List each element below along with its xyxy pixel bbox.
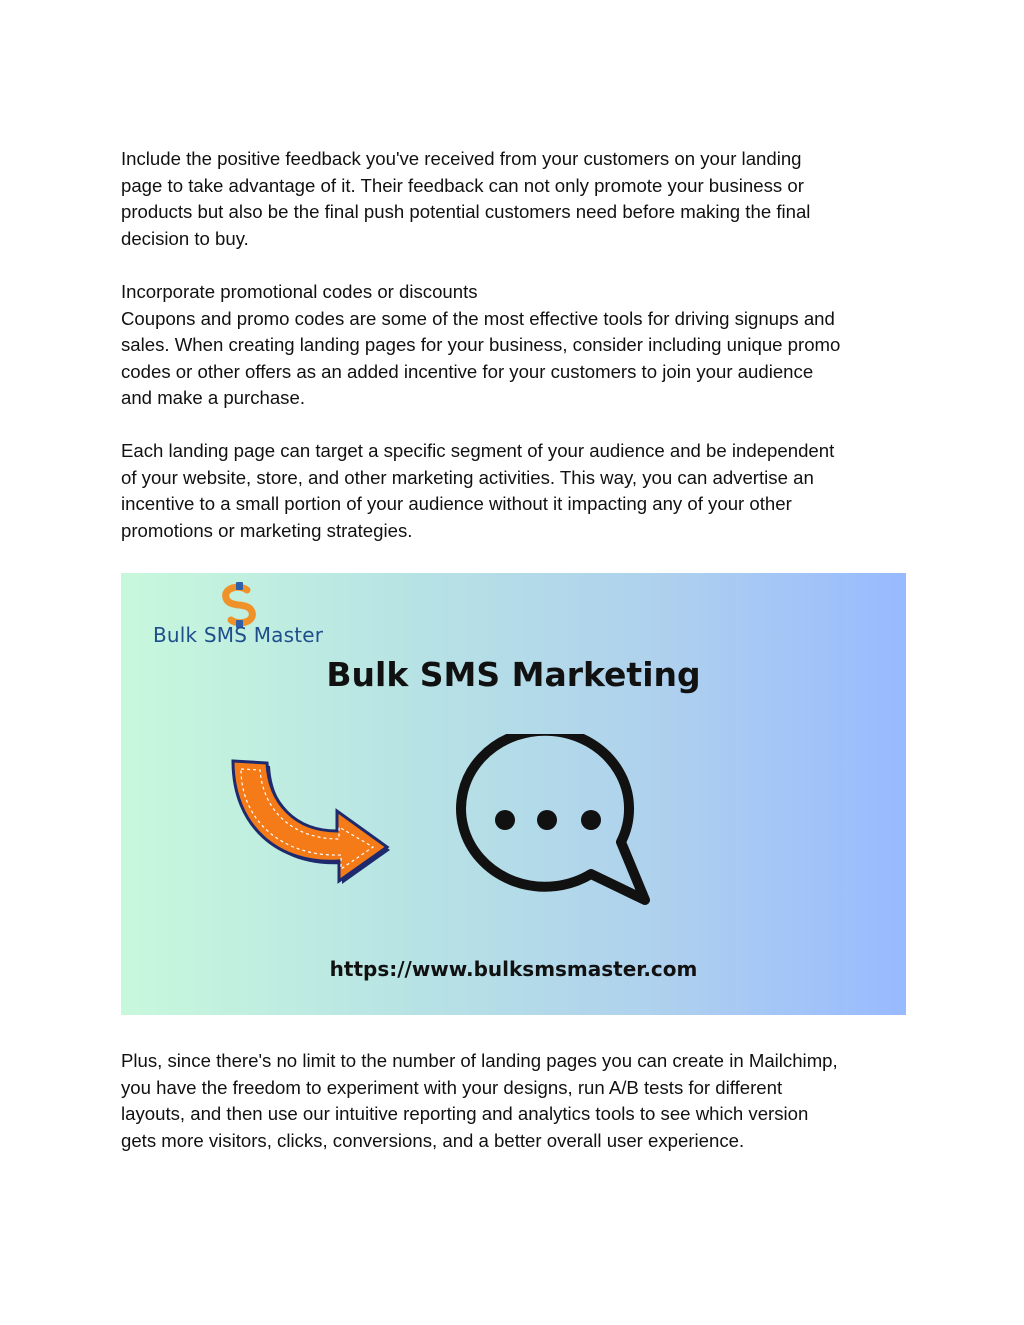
text-line: you have the freedom to experiment with your designs, run A/B tests for different	[121, 1076, 783, 1098]
text-line: of your website, store, and other marketing activities. This way, you can advertise an	[121, 466, 814, 488]
paragraph-feedback	[121, 146, 911, 252]
section-heading: Incorporate promotional codes or discounts	[121, 281, 478, 302]
text-line: sales. When creating landing pages for your business, consider including unique promo	[121, 334, 841, 356]
text-line: incentive to a small portion of your audience without it impacting any of your other	[121, 493, 792, 515]
text-line: Plus, since there's no limit to the number of landing pages you can create in Mailchimp,	[121, 1050, 838, 1071]
text-line: codes or other offers as an added incentive for your customers to join your audience	[121, 360, 814, 382]
special-offer-arrow-icon	[227, 755, 391, 885]
text-line: Coupons and promo codes are some of the most effective tools for driving signups and	[121, 307, 835, 329]
text-line: promotions or marketing strategies.	[121, 519, 413, 541]
text-line: page to take advantage of it. Their feedback can not only promote your business or	[121, 174, 804, 196]
text-line: products but also be the final push potential customers need before making the final	[121, 201, 811, 223]
text-line: gets more visitors, clicks, conversions, and a better overall user experience.	[121, 1129, 745, 1151]
text-line: layouts, and then use our intuitive reporting and analytics tools to see which version	[121, 1103, 809, 1125]
text-line: decision to buy.	[121, 227, 249, 249]
paragraph-mailchimp	[121, 1048, 911, 1154]
paragraph-promo-codes	[121, 279, 911, 412]
paragraph-segments	[121, 438, 911, 544]
banner-title: Bulk SMS Marketing	[326, 655, 701, 694]
dollar-logo-icon	[217, 582, 261, 628]
text-line: and make a purchase.	[121, 387, 305, 409]
chat-bubble-icon	[455, 734, 655, 910]
promo-banner-image	[121, 573, 906, 1015]
text-line: Include the positive feedback you've received from your customers on your landing	[121, 148, 802, 169]
brand-name: Bulk SMS Master	[153, 623, 324, 647]
banner-url: https://www.bulksmsmaster.com	[329, 957, 698, 981]
text-line: Each landing page can target a specific segment of your audience and be independent	[121, 440, 835, 461]
